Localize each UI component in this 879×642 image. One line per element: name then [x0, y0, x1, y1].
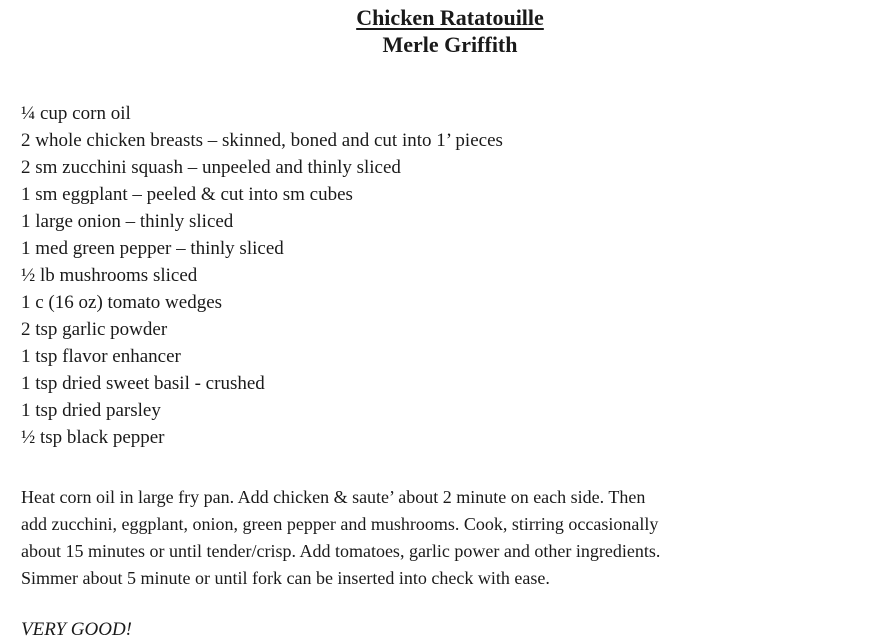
ingredient-item: ¼ cup corn oil — [21, 103, 131, 124]
ingredient-item: ½ tsp black pepper — [21, 427, 165, 448]
ingredient-item: 1 med green pepper – thinly sliced — [21, 238, 284, 259]
ingredient-list — [21, 100, 503, 451]
ingredient-item: 2 whole chicken breasts – skinned, boned and cut into 1’ pieces — [21, 130, 503, 151]
ingredient-item: 1 sm eggplant – peeled & cut into sm cubes — [21, 184, 353, 205]
ingredient-item: 2 sm zucchini squash – unpeeled and thinly sliced — [21, 157, 401, 178]
directions-paragraph — [21, 484, 879, 592]
title-block — [0, 4, 879, 58]
ingredient-item: 2 tsp garlic powder — [21, 319, 168, 340]
recipe-title: Chicken Ratatouille — [356, 5, 544, 30]
ingredient-item: 1 tsp dried parsley — [21, 400, 161, 421]
directions-line: add zucchini, eggplant, onion, green pepper and mushrooms. Cook, stirring occasionally — [21, 514, 659, 534]
closing-note: VERY GOOD! — [21, 619, 133, 640]
ingredient-item: 1 tsp dried sweet basil - crushed — [21, 373, 265, 394]
ingredient-item: ½ lb mushrooms sliced — [21, 265, 198, 286]
directions-line: Heat corn oil in large fry pan. Add chicken & saute’ about 2 minute on each side. Then — [21, 487, 646, 507]
directions-line: Simmer about 5 minute or until fork can be inserted into check with ease. — [21, 568, 550, 588]
directions-line: about 15 minutes or until tender/crisp. Add tomatoes, garlic power and other ingredients. — [21, 541, 661, 561]
ingredient-item: 1 large onion – thinly sliced — [21, 211, 234, 232]
ingredient-item: 1 c (16 oz) tomato wedges — [21, 292, 223, 313]
ingredient-item: 1 tsp flavor enhancer — [21, 346, 181, 367]
recipe-author: Merle Griffith — [382, 32, 518, 57]
